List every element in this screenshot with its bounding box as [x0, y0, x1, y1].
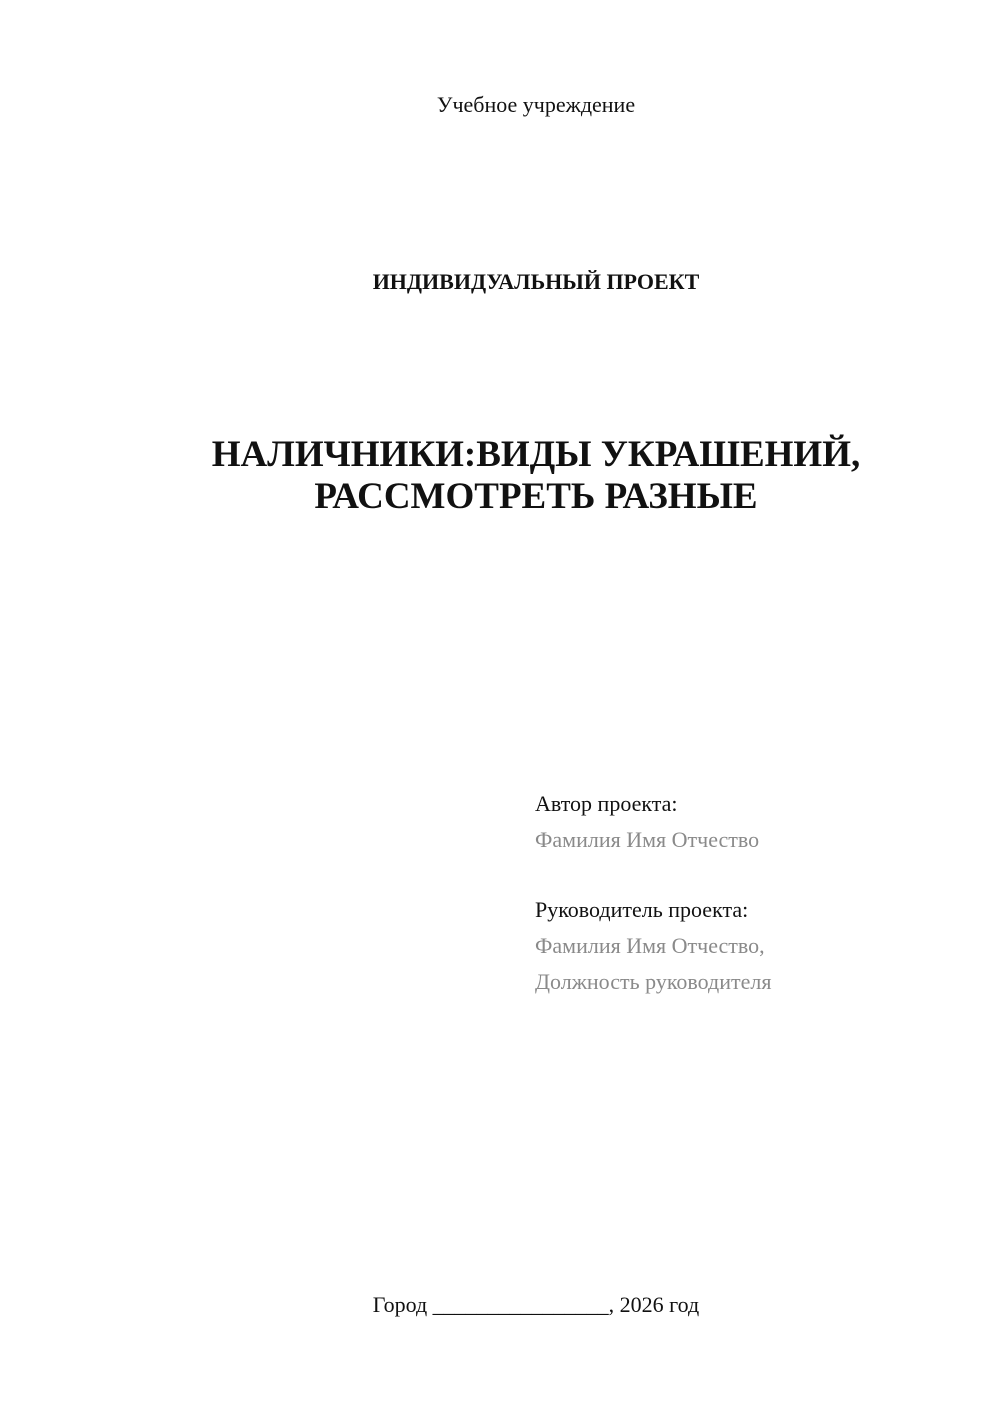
- author-name: Фамилия Имя Отчество: [535, 827, 760, 852]
- supervisor-label: Руководитель проекта:: [535, 897, 749, 922]
- author-label: Автор проекта:: [535, 791, 678, 816]
- institution-name: Учебное учреждение: [436, 92, 636, 117]
- supervisor-name: Фамилия Имя Отчество,: [535, 933, 765, 958]
- spacer: [535, 858, 965, 892]
- document-type: ИНДИВИДУАЛЬНЫЙ ПРОЕКТ: [372, 269, 700, 294]
- project-title-line-1: НАЛИЧНИКИ:ВИДЫ УКРАШЕНИЙ,: [211, 434, 861, 475]
- city-label: Город: [372, 1292, 428, 1317]
- city-year-line: [0, 1290, 1000, 1320]
- supervisor-position: Должность руководителя: [535, 969, 772, 994]
- year-text: , 2026 год: [608, 1292, 700, 1317]
- project-title-line-2: РАССМОТРЕТЬ РАЗНЫЕ: [314, 476, 758, 517]
- project-title: [0, 434, 1000, 518]
- project-people-block: [535, 786, 965, 1000]
- city-blank: ________________: [432, 1292, 609, 1317]
